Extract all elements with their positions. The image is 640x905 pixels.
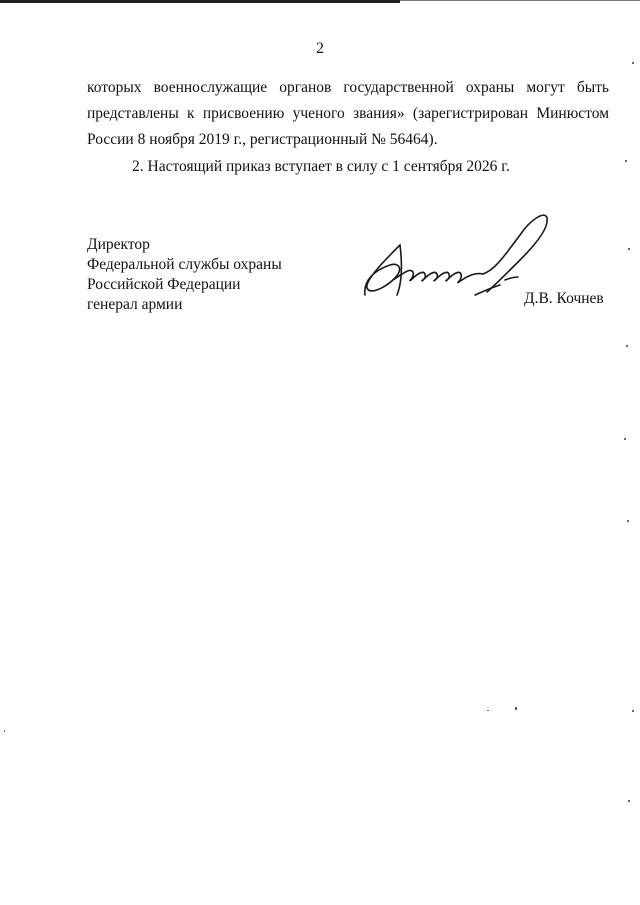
scan-speck [632, 62, 634, 64]
scan-speck [625, 160, 627, 162]
position-line: генерал армии [87, 296, 183, 313]
page-number: 2 [316, 40, 324, 57]
paragraph-line: представлены к присвоению ученого звания» (зарегистрирован Минюстом [87, 105, 609, 122]
position-line: Федеральной службы охраны [87, 256, 282, 273]
scan-speck [515, 707, 517, 710]
scan-speck [626, 345, 628, 347]
scan-speck [628, 248, 630, 250]
scan-speck [487, 710, 489, 711]
position-line: Директор [87, 236, 150, 253]
scan-edge-mark [0, 0, 400, 3]
scan-speck [628, 800, 630, 802]
scan-speck [632, 710, 634, 712]
signatory-name: Д.В. Кочнев [524, 290, 604, 307]
scan-speck [624, 438, 626, 440]
scan-speck [4, 730, 5, 732]
paragraph-effective-date: 2. Настоящий приказ вступает в силу с 1 сентября 2026 г. [132, 158, 510, 175]
signatory-position [87, 235, 282, 315]
paragraph-continuation [87, 75, 609, 153]
scan-speck [627, 520, 629, 522]
paragraph-line: России 8 ноября 2019 г., регистрационный № 56464). [87, 131, 438, 148]
position-line: Российской Федерации [87, 276, 241, 293]
scan-edge-line [400, 0, 640, 1]
paragraph-line: которых военнослужащие органов государственной охраны могут быть [87, 79, 609, 96]
